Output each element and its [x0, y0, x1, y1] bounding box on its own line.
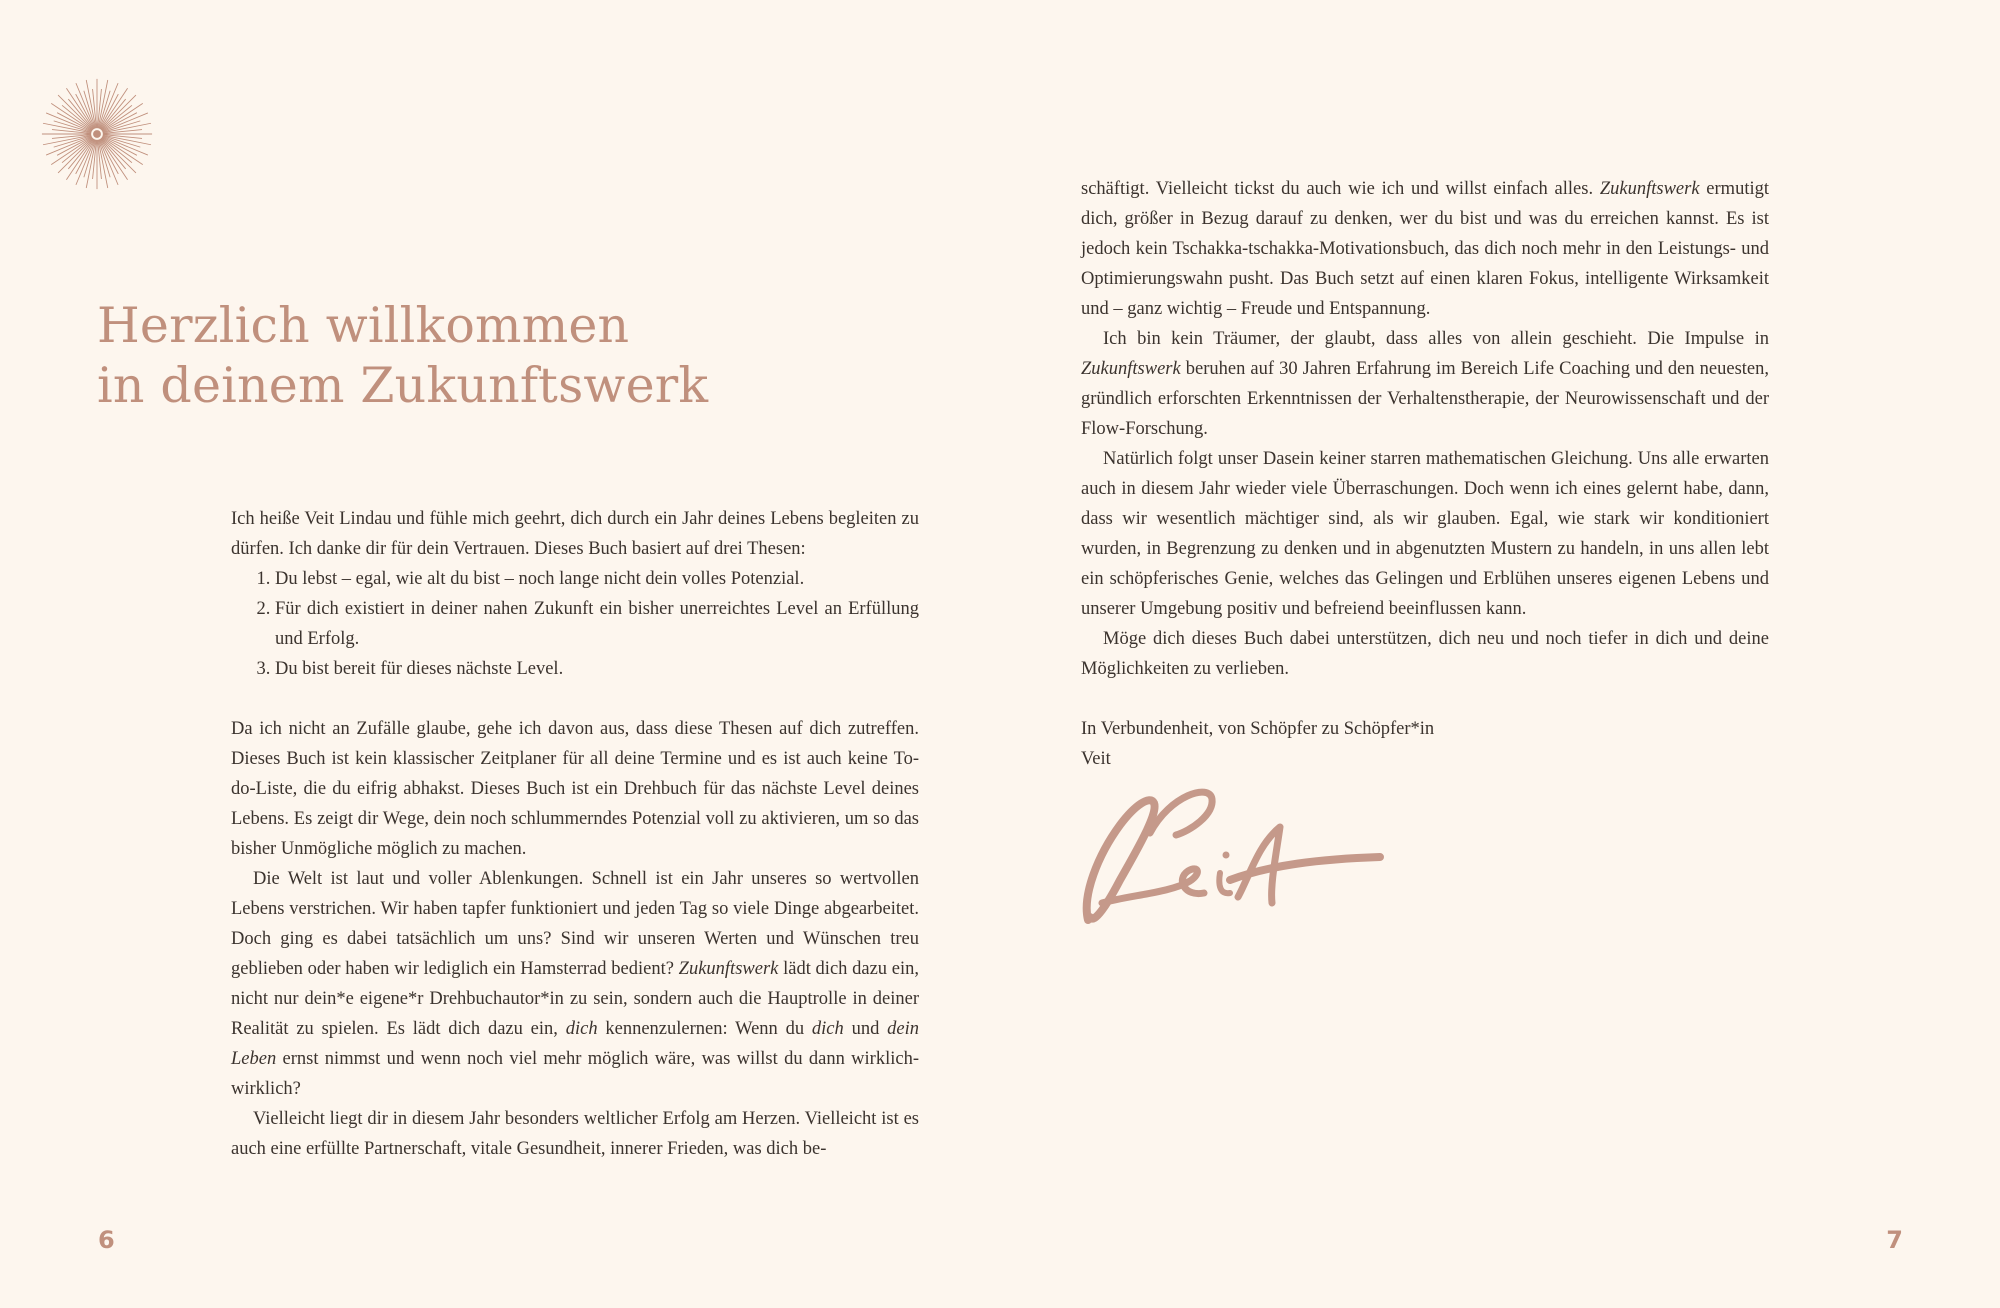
title-line-2: in deinem Zukunftswerk [97, 357, 709, 414]
body-paragraph: Die Welt ist laut und voller Ablenkungen. Schnell ist ein Jahr unseres so wertvollen Lebens verstrichen. Wir haben tapfer funktioniert und jeden Tag so viele Dinge abgearbeitet. Doch ging es dabei tatsächlich um uns? Sind wir unseren Werten und Wünschen treu geblieben oder haben wir lediglich ein Hamsterrad bedient? Zukunftswerk lädt dich dazu ein, nicht nur dein*e eigene*r Drehbuchautor*in zu sein, sondern auch die Hauptrolle in deiner Realität zu spielen. Es lädt dich dazu ein, dich kennenzulernen: Wenn du dich und dein Leben ernst nimmst und wenn noch viel mehr möglich wäre, was willst du dann wirklich-wirklich? [231, 869, 920, 1099]
sunburst-icon [38, 75, 156, 193]
theses-list [231, 564, 919, 684]
body-paragraph: Möge dich dieses Buch dabei unterstützen, dich neu und noch tiefer in dich und deine Möglichkeiten zu verlieben. [1081, 629, 1769, 679]
title-line-1: Herzlich willkommen [97, 297, 630, 354]
body-paragraph: Natürlich folgt unser Dasein keiner starren mathematischen Gleichung. Uns alle erwarten auch in diesem Jahr wieder viele Überraschungen. Doch wenn ich eines gelernt habe, dann, dass wir wesentlich mächtiger sind, als wir glauben. Egal, wie stark wir konditioniert wurden, in Begrenzung zu denken und in abgenutzten Mustern zu handeln, in uns allen lebt ein schöpferisches Genie, welches das Gelingen und Erblühen unseres eigenen Lebens und unserer Umgebung positiv und befreiend beeinflussen kann. [1081, 449, 1769, 619]
page-number: 7 [1886, 1226, 1903, 1254]
page-title [97, 296, 708, 416]
signature-image [1080, 785, 1390, 935]
right-body-text [1081, 174, 1769, 774]
body-paragraph: schäftigt. Vielleicht tickst du auch wie ich und willst einfach alles. Zukunftswerk ermutigt dich, größer in Bezug darauf zu denken, wer du bist und was du erreichen kannst. Es ist jedoch kein Tschakka-tschakka-Motivationsbuch, das dich noch mehr in den Leistungs- und Optimierungswahn pusht. Das Buch setzt auf einen klaren Fokus, intelligente Wirksamkeit und – ganz wichtig – Freude und Entspannung. [1081, 179, 1769, 319]
list-item: 2. Für dich existiert in deiner nahen Zukunft ein bisher unerreichtes Level an Erfüllung und Erfolg. [275, 594, 919, 654]
right-page [1000, 0, 2000, 1308]
body-paragraph: Ich bin kein Träumer, der glaubt, dass alles von allein geschieht. Die Impulse in Zukunftswerk beruhen auf 30 Jahren Erfahrung im Bereich Life Coaching und den neuesten, gründlich erforschten Erkenntnissen der Verhaltenstherapie, der Neurowissenschaft und der Flow-Forschung. [1081, 329, 1769, 439]
intro-paragraph: Ich heiße Veit Lindau und fühle mich geehrt, dich durch ein Jahr deines Lebens begleiten zu dürfen. Ich danke dir für dein Vertrauen. Dieses Buch basiert auf drei Thesen: [231, 509, 919, 559]
body-paragraph: Da ich nicht an Zufälle glaube, gehe ich davon aus, dass diese Thesen auf dich zutreffen. Dieses Buch ist kein klassischer Zeitplaner für all deine Termine und es ist auch keine To-do-Liste, die du eifrig abhakst. Dieses Buch ist ein Drehbuch für das nächste Level deines Lebens. Es zeigt dir Wege, dein noch schlummerndes Potenzial voll zu aktivieren, um so das bisher Unmögliche möglich zu machen. [231, 719, 919, 859]
closing-name: Veit [1081, 749, 1111, 769]
body-paragraph: Vielleicht liegt dir in diesem Jahr besonders weltlicher Erfolg am Herzen. Vielleicht ist es auch eine erfüllte Partnerschaft, vitale Gesundheit, innerer Frieden, was dich be- [231, 1109, 919, 1159]
left-body-text [231, 504, 919, 1164]
page-number: 6 [98, 1226, 115, 1254]
list-item: 3. Du bist bereit für dieses nächste Level. [275, 654, 919, 684]
list-item: 1. Du lebst – egal, wie alt du bist – noch lange nicht dein volles Potenzial. [275, 564, 919, 594]
closing-line: In Verbundenheit, von Schöpfer zu Schöpfer*in [1081, 719, 1435, 739]
